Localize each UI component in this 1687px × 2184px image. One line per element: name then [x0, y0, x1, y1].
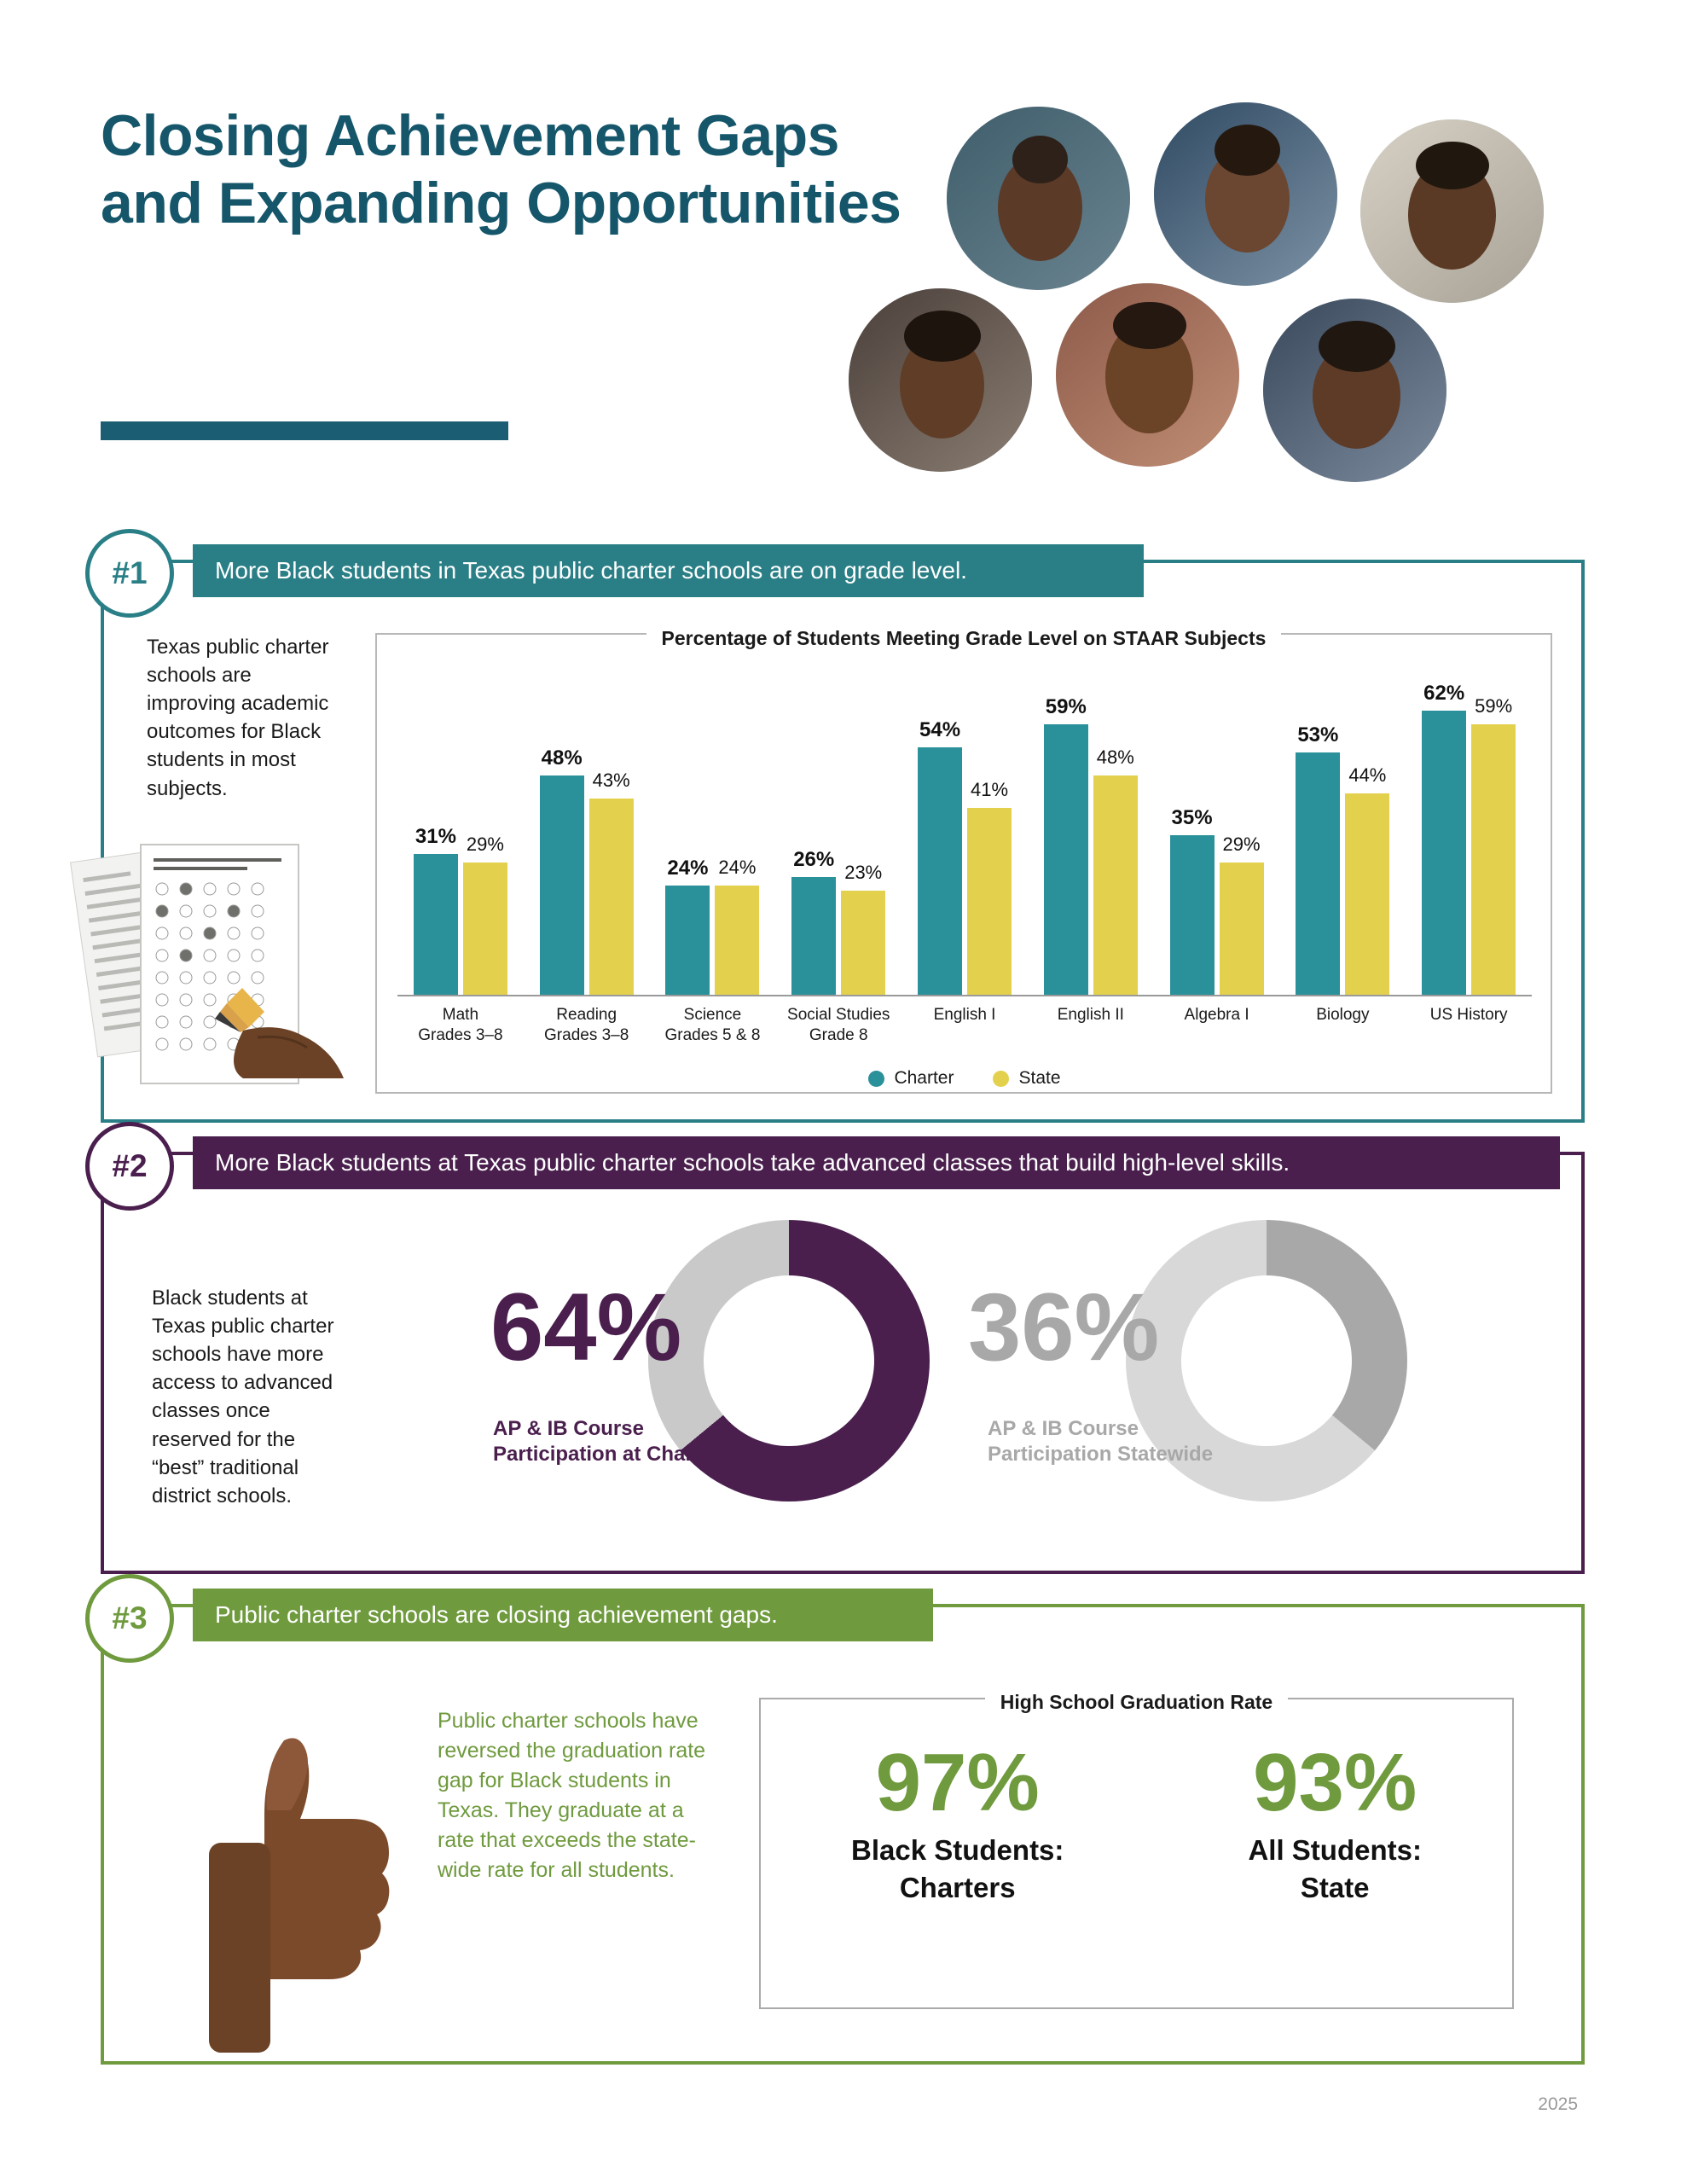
bar-group — [650, 674, 776, 996]
state-ap-ib-caption — [988, 1416, 1213, 1467]
staar-bar-chart — [397, 674, 1532, 1088]
bar-state — [589, 770, 634, 996]
bar-charter — [665, 857, 710, 996]
bar-charter — [1422, 682, 1466, 996]
x-axis-label: Science Grades 5 & 8 — [664, 1006, 761, 1044]
year-label: 2025 — [1538, 2094, 1578, 2114]
bar-group — [397, 674, 524, 996]
student-photo-5 — [1056, 283, 1239, 467]
bar-value-label: 54% — [919, 718, 961, 741]
bar-value-label: 44% — [1348, 764, 1387, 786]
section-1-banner: More Black students in Texas public charter schools are on grade level. — [193, 544, 1144, 597]
bar-value-label: 24% — [718, 857, 757, 878]
thumbs-up-illustration — [183, 1715, 431, 2056]
bar-value-label: 62% — [1423, 682, 1465, 705]
state-ap-ib-caption-line2: Participation Statewide — [988, 1443, 1214, 1466]
legend-dot — [993, 1071, 1009, 1087]
graduation-value: 97% — [875, 1737, 1040, 1828]
student-photo-1 — [947, 107, 1130, 290]
bar-value-label: 53% — [1297, 723, 1339, 746]
bar-group — [1406, 674, 1532, 996]
state-ap-ib-value: 36% — [968, 1274, 1160, 1380]
staar-chart-title-text: Percentage of Students Meeting Grade Level on STAAR Subjects — [646, 627, 1282, 649]
chart-axis — [397, 995, 1532, 996]
student-photo-4 — [849, 288, 1032, 472]
legend-label: State — [1018, 1068, 1061, 1088]
graduation-label: All Students: State — [1248, 1833, 1422, 1904]
bar-state — [1093, 746, 1138, 996]
graduation-title-text: High School Graduation Rate — [985, 1691, 1288, 1713]
graduation-stat — [851, 1737, 1064, 1908]
student-photo-3 — [1360, 119, 1544, 303]
bar-group — [901, 674, 1028, 996]
x-axis-label: Algebra I — [1184, 1006, 1249, 1024]
bar-group — [775, 674, 901, 996]
bar-value-label: 24% — [667, 857, 709, 880]
bar-value-label: 43% — [592, 770, 630, 791]
charter-ap-ib-caption-line1: AP & IB Course — [493, 1417, 644, 1440]
section-1-badge: #1 — [85, 529, 174, 618]
legend-item-charter — [868, 1068, 954, 1089]
bar-group — [524, 674, 650, 996]
bar-state — [1345, 764, 1389, 996]
staar-chart-title — [375, 627, 1552, 650]
bar-state — [967, 779, 1012, 996]
bar-value-label: 59% — [1045, 695, 1087, 718]
section-2-banner: More Black students at Texas public charter schools take advanced classes that build high-level skills. — [193, 1136, 1560, 1189]
x-axis-label: Social Studies Grade 8 — [787, 1006, 890, 1044]
graduation-stats — [759, 1737, 1514, 1971]
state-ap-ib-caption-line1: AP & IB Course — [988, 1417, 1139, 1440]
graduation-title — [759, 1691, 1514, 1714]
charter-ap-ib-caption — [493, 1416, 731, 1467]
x-axis-label: Biology — [1316, 1006, 1370, 1024]
graduation-label: Black Students: Charters — [851, 1833, 1064, 1904]
x-axis-label: Reading Grades 3–8 — [544, 1006, 629, 1044]
bar-charter — [918, 718, 962, 996]
legend-label: Charter — [894, 1068, 954, 1088]
bar-state — [1220, 834, 1264, 996]
bar-group — [1279, 674, 1406, 996]
legend-dot — [868, 1071, 884, 1087]
section-2-side-text: Black students at Texas public charter schools have more access to advanced classes once reserved for the “best” traditional district schools. — [152, 1287, 334, 1507]
bar-value-label: 35% — [1171, 806, 1213, 829]
section-2-badge: #2 — [85, 1122, 174, 1211]
scantron-illustration — [60, 836, 418, 1101]
bar-value-label: 23% — [844, 862, 883, 883]
bar-value-label: 29% — [466, 834, 504, 855]
bar-value-label: 31% — [415, 825, 456, 848]
bar-group — [1154, 674, 1280, 996]
bar-charter — [791, 848, 836, 996]
student-photo-2 — [1154, 102, 1337, 286]
graduation-stat — [1248, 1737, 1422, 1908]
section-3-badge: #3 — [85, 1574, 174, 1663]
bar-value-label: 48% — [1096, 746, 1134, 768]
bar-state — [715, 857, 759, 996]
title-underline — [101, 421, 508, 440]
x-axis-label: Math Grades 3–8 — [418, 1006, 503, 1044]
section-3-side-text: Public charter schools have reversed the graduation rate gap for Black students in Texas. They graduate at a rate that exceeds the state-wide rate for all students. — [438, 1709, 706, 1882]
charter-ap-ib-caption-line2: Participation at Charters — [493, 1443, 731, 1466]
section-3-banner: Public charter schools are closing achievement gaps. — [193, 1589, 933, 1641]
bar-value-label: 59% — [1475, 695, 1513, 717]
page-title: Closing Achievement Gaps and Expanding Opportunities — [101, 103, 901, 235]
charter-ap-ib-value: 64% — [490, 1274, 682, 1380]
bar-charter — [414, 825, 458, 996]
bar-value-label: 41% — [970, 779, 1009, 800]
bar-charter — [1170, 806, 1215, 996]
x-axis-label: English II — [1057, 1006, 1124, 1024]
bar-value-label: 26% — [793, 848, 835, 871]
student-photo-6 — [1263, 299, 1446, 482]
x-axis-label: English I — [933, 1006, 996, 1024]
bar-charter — [1296, 723, 1340, 996]
legend-item-state — [993, 1068, 1060, 1089]
photo-cluster — [840, 94, 1608, 495]
bar-group — [1028, 674, 1154, 996]
bar-value-label: 29% — [1222, 834, 1261, 855]
x-axis-label: US History — [1429, 1006, 1508, 1024]
bar-state — [1471, 695, 1516, 996]
section-1-side-text: Texas public charter schools are improving academic outcomes for Black students in most subjects. — [147, 636, 329, 800]
bar-charter — [1044, 695, 1088, 996]
bar-value-label: 48% — [541, 746, 583, 770]
bar-state — [841, 862, 885, 996]
bar-charter — [540, 746, 584, 996]
graduation-value: 93% — [1253, 1737, 1417, 1828]
bar-state — [463, 834, 507, 996]
